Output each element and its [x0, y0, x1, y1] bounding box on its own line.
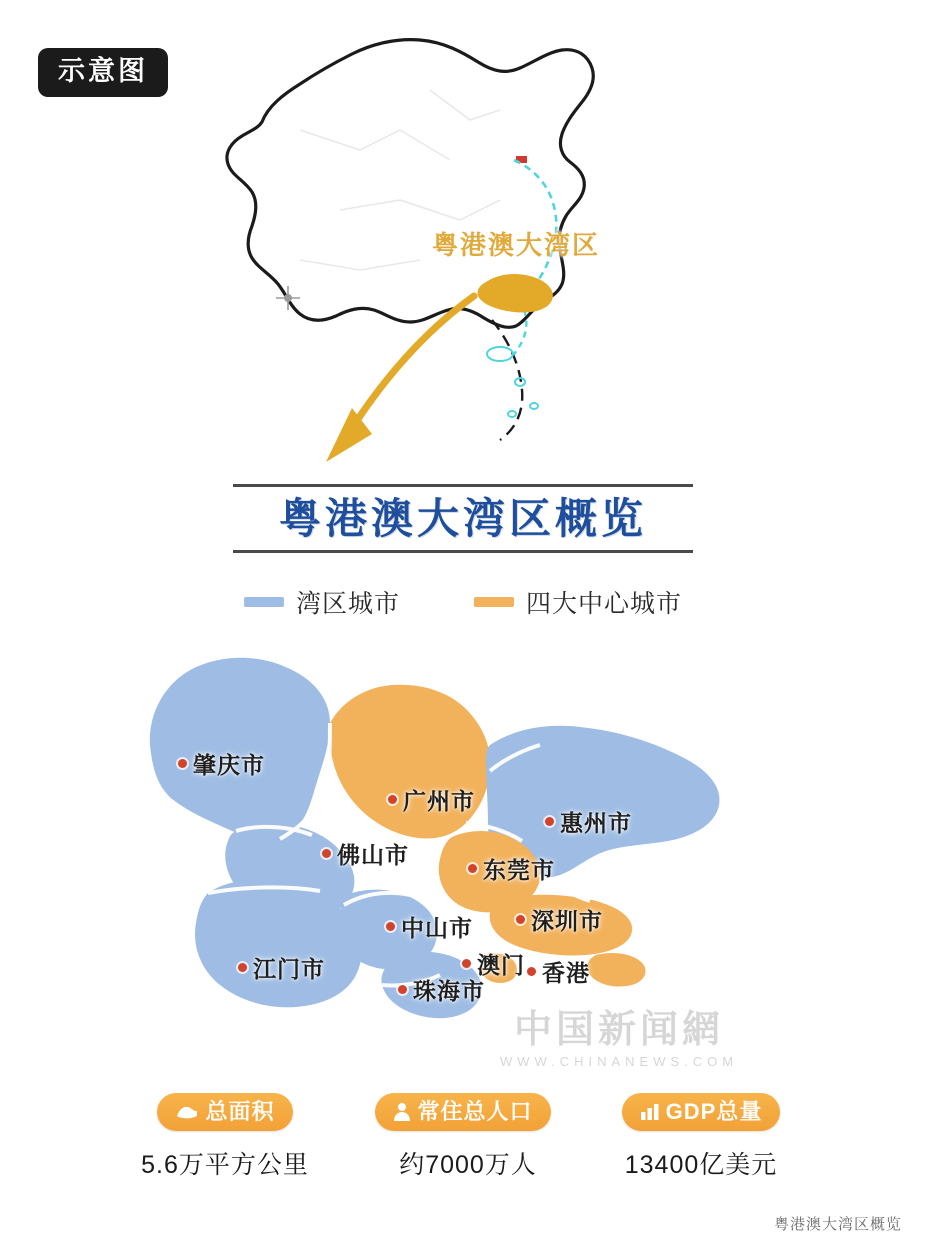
city-dot-icon	[386, 922, 395, 931]
person-icon	[393, 1102, 411, 1122]
title-rule-bottom	[233, 550, 693, 553]
stat-label: 常住总人口	[417, 1099, 533, 1124]
stat-value: 5.6万平方公里	[141, 1151, 309, 1180]
stat-population	[363, 1093, 563, 1181]
city-label-foshan	[322, 837, 409, 870]
stat-value: 约7000万人	[399, 1151, 537, 1180]
city-name: 肇庆市	[193, 752, 265, 778]
city-dot-icon	[545, 817, 554, 826]
map-legend	[0, 584, 926, 620]
city-name: 广州市	[403, 788, 475, 814]
stat-value: 13400亿美元	[624, 1151, 778, 1180]
stats-row	[0, 1093, 926, 1181]
greater-bay-area-map	[0, 625, 926, 1075]
city-label-dongguan	[468, 852, 555, 885]
city-name: 澳门	[477, 952, 525, 978]
watermark-sub: WWW.CHINANEWS.COM	[500, 1054, 739, 1069]
city-dot-icon	[238, 963, 247, 972]
bar-chart-icon	[640, 1103, 660, 1121]
city-label-huizhou	[545, 805, 632, 838]
stat-pill-population	[375, 1093, 550, 1131]
legend-label-center-city: 四大中心城市	[526, 590, 683, 618]
city-dot-icon	[468, 864, 477, 873]
diagram-badge: 示意图	[38, 48, 168, 97]
legend-item-bay-city	[244, 584, 400, 620]
city-label-zhongshan	[386, 910, 473, 943]
stat-label: 总面积	[205, 1099, 275, 1124]
city-dot-icon	[516, 915, 525, 924]
city-name: 惠州市	[560, 810, 632, 836]
footer-caption: 粤港澳大湾区概览	[773, 1215, 902, 1233]
city-dot-icon	[178, 759, 187, 768]
gba-map-svg	[0, 625, 926, 1075]
stat-pill-total-area	[157, 1093, 292, 1131]
gba-region-label: 粤港澳大湾区	[432, 230, 601, 260]
city-name: 深圳市	[531, 908, 603, 934]
city-name: 中山市	[401, 915, 473, 941]
city-name: 珠海市	[413, 978, 485, 1004]
city-dot-icon	[398, 985, 407, 994]
city-label-jiangmen	[238, 951, 325, 984]
map-area-icon	[175, 1103, 199, 1121]
legend-item-center-city	[474, 584, 682, 620]
city-name: 香港	[542, 960, 590, 986]
stat-total-area	[125, 1093, 325, 1181]
city-name: 东莞市	[483, 857, 555, 883]
page-title: 粤港澳大湾区概览	[278, 494, 647, 543]
city-name: 佛山市	[337, 842, 409, 868]
city-dot-icon	[462, 959, 471, 968]
legend-label-bay-city: 湾区城市	[295, 590, 400, 618]
stat-pill-gdp	[622, 1093, 781, 1131]
city-dot-icon	[388, 795, 397, 804]
legend-swatch-bay-city	[244, 597, 284, 607]
title-block	[0, 484, 926, 553]
city-label-hongkong	[527, 955, 590, 988]
city-label-guangzhou	[388, 783, 475, 816]
region-hongkong	[587, 953, 645, 987]
legend-swatch-center-city	[474, 597, 514, 607]
city-name: 江门市	[253, 956, 325, 982]
stat-gdp	[601, 1093, 801, 1181]
city-label-zhuhai	[398, 973, 485, 1006]
city-label-shenzhen	[516, 903, 603, 936]
stat-label: GDP总量	[665, 1099, 763, 1124]
city-label-zhaoqing	[178, 747, 265, 780]
city-dot-icon	[527, 967, 536, 976]
china-overview-map	[0, 10, 926, 480]
city-dot-icon	[322, 849, 331, 858]
watermark-main: 中国新闻網	[514, 1006, 725, 1051]
